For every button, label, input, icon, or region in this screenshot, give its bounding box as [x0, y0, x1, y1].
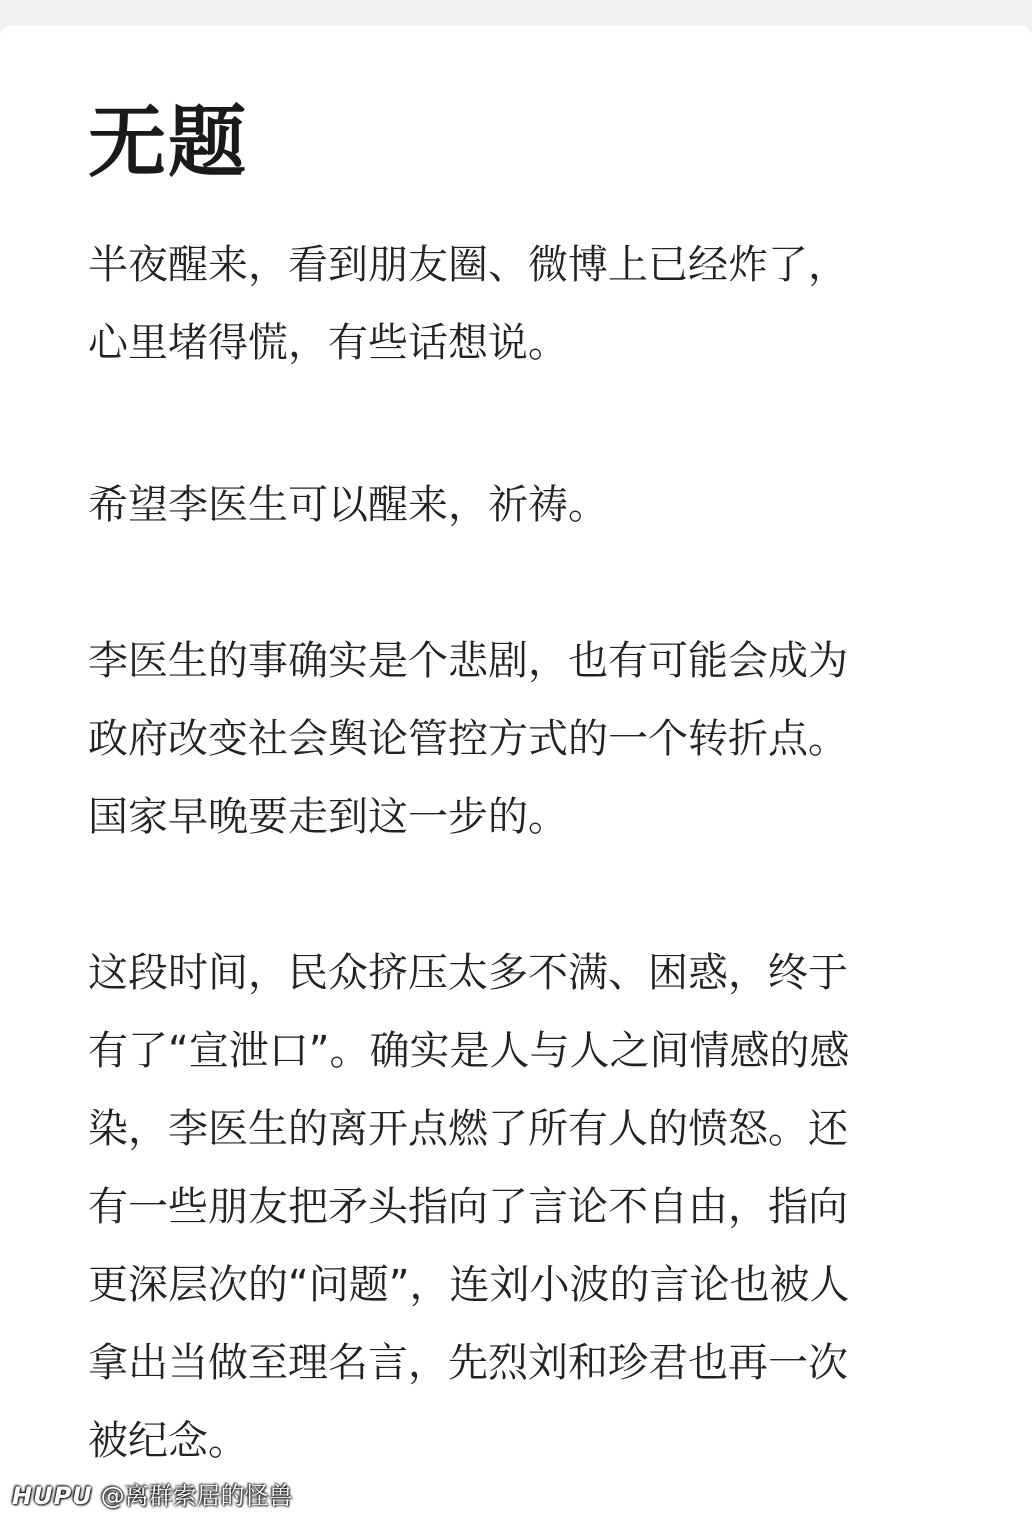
paragraph-line: 有一些朋友把矛头指向了言论不自由，指向: [88, 1184, 848, 1230]
article-card: [0, 26, 1032, 1519]
paragraph-line: 被纪念。: [88, 1418, 248, 1464]
paragraph-line: 希望李医生可以醒来，祈祷。: [88, 482, 608, 528]
paragraph-line: 拿出当做至理名言，先烈刘和珍君也再一次: [88, 1340, 848, 1386]
watermark-user: @离群索居的怪兽: [100, 1482, 293, 1510]
watermark: [12, 1478, 293, 1514]
paragraph-line: 李医生的事确实是个悲剧，也有可能会成为: [88, 638, 848, 684]
watermark-brand: HUPU: [12, 1482, 93, 1510]
paragraph-line: 染，李医生的离开点燃了所有人的愤怒。还: [88, 1106, 848, 1152]
article-title: 无题: [88, 98, 249, 188]
paragraph-line: 国家早晚要走到这一步的。: [88, 794, 568, 840]
paragraph-line: 更深层次的“问题”，连刘小波的言论也被人: [88, 1262, 850, 1308]
paragraph-2: [88, 466, 938, 544]
paragraph-3: [88, 622, 938, 856]
paragraph-line: 心里堵得慌，有些话想说。: [88, 320, 568, 366]
paragraph-line: 有了“宣泄口”。确实是人与人之间情感的感: [88, 1028, 850, 1074]
paragraph-4: [88, 934, 938, 1480]
paragraph-line: 政府改变社会舆论管控方式的一个转折点。: [88, 716, 848, 762]
paragraph-line: 半夜醒来，看到朋友圈、微博上已经炸了，: [88, 242, 848, 288]
paragraph-line: 这段时间，民众挤压太多不满、困惑，终于: [88, 950, 848, 996]
paragraph-1: [88, 226, 938, 382]
